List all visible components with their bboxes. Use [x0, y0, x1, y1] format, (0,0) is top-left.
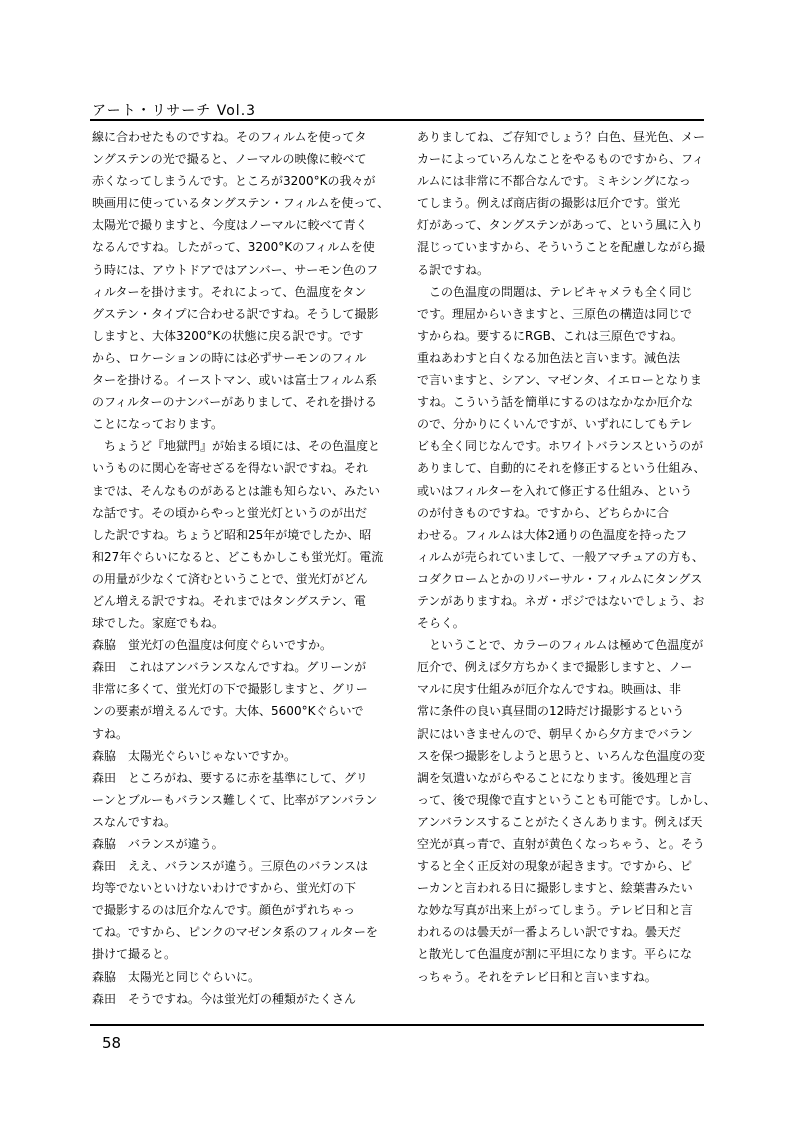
text-line: スなんですね。 [92, 814, 177, 829]
text-line: 均等でないといけないわけですから、蛍光灯の下 [92, 881, 357, 896]
text-line: なるんですね。したがって、3200°Kのフィルムを使 [92, 240, 375, 255]
text-line: 訳にはいきませんので、朝早くから夕方までバラン [417, 726, 693, 741]
text-line: ので、分かりにくいんですが、いずれにしてもテレ [417, 417, 693, 432]
text-line: 常に条件の良い真昼間の12時だけ撮影するという [417, 704, 685, 719]
text-line: 非常に多くて、蛍光灯の下で撮影しますと、グリー [92, 682, 368, 697]
text-line: 映画用に使っているタングステン・フィルムを使って、 [92, 196, 390, 211]
text-line: カーによっていろんなことをやるものですから、フィ [417, 152, 705, 167]
text-line: ちょうど『地獄門』が始まる頃には、その色温度と [92, 439, 381, 454]
text-line: テンがありますね。ネガ・ポジではないでしょう、お [417, 593, 705, 608]
text-line: な話です。その頃からやっと蛍光灯というのが出だ [92, 505, 368, 520]
text-line: アンバランスすることがたくさんあります。例えば天 [417, 814, 703, 829]
left-column [92, 126, 390, 1010]
text-line: われるのは曇天が一番よろしい訳ですね。曇天だ [417, 925, 682, 940]
text-line: ルムには非常に不都合なんです。ミキシングになっ [417, 174, 691, 189]
text-line: すね。こういう話を簡単にするのはなかなか厄介な [417, 395, 694, 410]
text-line: ビも全く同じなんです。ホワイトバランスというのが [417, 439, 704, 454]
text-line: な妙な写真が出来上がってしまう。テレビ日和と言 [417, 903, 693, 918]
text-line: ンの要素が増えるんです。大体、5600°Kぐらいで [92, 704, 364, 719]
text-line: 灯があって、タングステンがあって、という風に入り [417, 218, 704, 233]
text-line: した訳ですね。ちょうど昭和25年が境でしたか、昭 [92, 527, 372, 542]
text-line: コダクロームとかのリバーサル・フィルムにタングス [417, 571, 703, 586]
text-line: ことになっております。 [92, 417, 224, 432]
text-line: ターを掛ける。イーストマン、或いは富士フィルム系 [92, 373, 378, 388]
text-line: 太陽光で撮りますと、今度はノーマルに較べて青く [92, 218, 368, 233]
text-line: ありましてね、ご存知でしょう？白色、昼光色、メー [417, 130, 706, 144]
text-line: までは、そんなものがあるとは誰も知らない、みたい [92, 483, 381, 498]
text-line: 森田 これはアンバランスなんですね。グリーンが [92, 660, 367, 675]
text-line: 掛けて撮ると。 [92, 947, 177, 962]
text-line: スを保つ撮影をしようと思うと、いろんな色温度の変 [417, 748, 706, 763]
text-line: で言いますと、シアン、マゼンタ、イエローとなりま [417, 373, 702, 388]
text-line: ーカンと言われる日に撮影しますと、絵葉書みたい [417, 881, 693, 896]
text-line: 混じっていますから、そういうことを配慮しながら撮 [417, 240, 706, 255]
text-line: 森田 ええ、バランスが違う。三原色のバランスは [92, 859, 369, 874]
text-line: わせる。フィルムは大体2通りの色温度を持ったフ [417, 527, 688, 542]
text-line: 空光が真っ青で、直射が黄色くなっちゃう、と。そう [417, 837, 705, 851]
text-line: すね。 [92, 726, 129, 741]
text-line: しますと、大体3200°Kの状態に戻る訳です。です [92, 328, 364, 343]
text-line: すると全く正反対の現象が起きます。ですから、ピ [417, 859, 693, 874]
text-line: マルに戻す仕組みが厄介なんですね。映画は、非 [417, 682, 682, 697]
text-line: この色温度の問題は、テレビキャメラも全く同じ [417, 284, 693, 299]
text-line: ングステンの光で撮ると、ノーマルの映像に較べて [92, 152, 367, 167]
text-line: っちゃう。それをテレビ日和と言いますね。 [417, 969, 657, 984]
header-rule [90, 119, 704, 121]
text-line: 森脇 太陽光と同じぐらいに。 [92, 969, 261, 984]
text-line: のフィルターのナンバーがありまして、それを掛ける [92, 395, 377, 410]
text-line: 線に合わせたものですね。そのフィルムを使ってタ [92, 130, 367, 144]
text-line: グステン・タイプに合わせる訳ですね。そうして撮影 [92, 306, 379, 321]
text-line: 森脇 太陽光ぐらいじゃないですか。 [92, 748, 297, 763]
text-line: のが付きものですね。ですから、どちらかに合 [417, 505, 670, 520]
text-line: 森脇 バランスが違う。 [92, 837, 224, 851]
text-line: てね。ですから、ピンクのマゼンタ系のフィルターを [92, 925, 378, 940]
text-line: 森田 そうですね。今は蛍光灯の種類がたくさん [92, 991, 357, 1006]
text-line: 森田 ところがね、要するに赤を基準にして、グリ [92, 770, 368, 785]
text-line: ありまして、自動的にそれを修正するという仕組み、 [417, 461, 706, 476]
text-line: そらく。 [417, 616, 465, 631]
text-line: 球でした。家庭でもね。 [92, 616, 225, 631]
text-line: 厄介で、例えば夕方ちかくまで撮影しますと、ノー [417, 660, 693, 675]
text-line: 赤くなってしまうんです。ところが3200°Kの我々が [92, 174, 376, 189]
text-line: って、後で現像で直すということも可能です。しかし、 [417, 792, 716, 807]
footer-rule [90, 1024, 704, 1026]
text-line: どん増える訳ですね。それまではタングステン、電 [92, 593, 366, 608]
page-number: 58 [102, 1034, 122, 1052]
right-column [417, 126, 716, 988]
text-line: ィルムが売られていまして、一般アマチュアの方も、 [417, 549, 704, 564]
text-line: から、ロケーションの時には必ずサーモンのフィル [92, 350, 367, 365]
text-line: で撮影するのは厄介なんです。顔色がずれちゃっ [92, 903, 356, 918]
text-line: 森脇 蛍光灯の色温度は何度ぐらいですか。 [92, 638, 333, 653]
text-line: 和27年ぐらいになると、どこもかしこも蛍光灯。電流 [92, 549, 384, 564]
text-line: いうものに関心を寄せざるを得ない訳ですね。それ [92, 461, 369, 476]
text-line: 或いはフィルターを入れて修正する仕組み、という [417, 483, 693, 498]
text-line: と散光して色温度が割に平坦になります。平らにな [417, 947, 693, 962]
text-line: てしまう。例えば商店街の撮影は厄介です。蛍光 [417, 196, 681, 211]
text-line: ーンとブルーもバランス難しくて、比率がアンバラン [92, 792, 378, 807]
text-line: 調を気遣いながらやることになります。後処理と言 [417, 770, 693, 785]
text-line: すからね。要するにRGB、これは三原色ですね。 [417, 328, 683, 343]
text-line: 重ねあわすと白くなる加色法と言います。減色法 [417, 350, 681, 365]
text-line: ィルターを掛けます。それによって、色温度をタン [92, 284, 367, 299]
text-line: る訳ですね。 [417, 262, 490, 277]
running-header: アート・リサーチ Vol.3 [92, 103, 257, 119]
text-line: ということで、カラーのフィルムは極めて色温度が [417, 638, 704, 653]
text-line: です。理屈からいきますと、三原色の構造は同じで [417, 306, 693, 321]
text-line: う時には、アウトドアではアンバー、サーモン色のフ [92, 262, 379, 277]
text-line: の用量が少なくて済むということで、蛍光灯がどん [92, 571, 368, 586]
